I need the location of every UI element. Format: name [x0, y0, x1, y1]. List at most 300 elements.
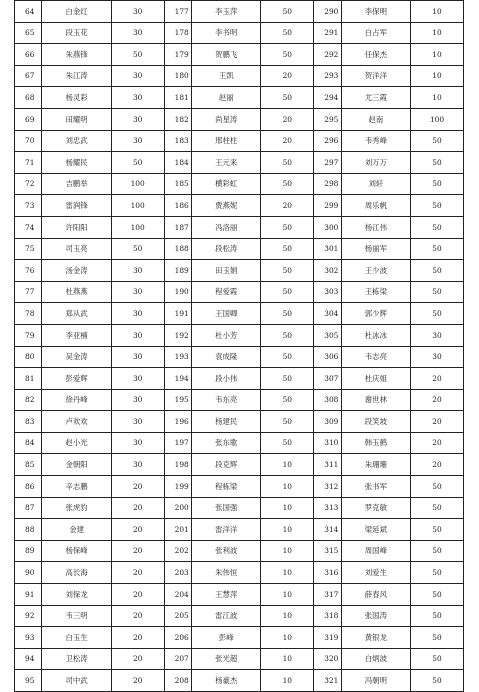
person-name: 张书军 [341, 476, 410, 498]
amount: 10 [261, 584, 314, 606]
row-number: 298 [314, 173, 341, 195]
amount: 50 [410, 152, 463, 174]
row-number: 67 [15, 65, 42, 87]
amount: 30 [111, 87, 164, 109]
person-name: 罗克敏 [341, 497, 410, 519]
person-name: 田耀明 [42, 108, 111, 130]
row-number: 95 [15, 670, 42, 692]
table-row [15, 670, 464, 692]
row-number: 203 [164, 562, 191, 584]
person-name: 贺洋洋 [341, 65, 410, 87]
person-name: 杜小芳 [192, 324, 261, 346]
person-name: 杨豪杰 [192, 670, 261, 692]
amount: 30 [111, 108, 164, 130]
person-name: 刘保龙 [42, 584, 111, 606]
amount: 50 [410, 476, 463, 498]
amount: 50 [261, 152, 314, 174]
amount: 20 [410, 454, 463, 476]
person-name: 赵南 [341, 108, 410, 130]
table-row [15, 346, 464, 368]
amount: 50 [410, 497, 463, 519]
person-name: 雷洋洋 [192, 519, 261, 541]
amount: 10 [261, 476, 314, 498]
person-name: 周国峰 [341, 540, 410, 562]
person-name: 张利波 [192, 540, 261, 562]
person-name: 刘轩 [341, 173, 410, 195]
person-name: 王国卿 [192, 303, 261, 325]
person-name: 司中武 [42, 670, 111, 692]
person-name: 王慧萍 [192, 584, 261, 606]
row-number: 316 [314, 562, 341, 584]
table-row [15, 238, 464, 260]
row-number: 295 [314, 108, 341, 130]
row-number: 302 [314, 260, 341, 282]
person-name: 张东歌 [192, 432, 261, 454]
row-number: 190 [164, 281, 191, 303]
person-name: 段克辉 [192, 454, 261, 476]
person-name: 黄银龙 [341, 627, 410, 649]
amount: 50 [261, 173, 314, 195]
table-row [15, 324, 464, 346]
table-row [15, 519, 464, 541]
person-name: 杨保峰 [42, 540, 111, 562]
amount: 30 [111, 368, 164, 390]
person-name: 刘忠武 [42, 130, 111, 152]
amount: 50 [410, 238, 463, 260]
amount: 50 [410, 130, 463, 152]
row-number: 291 [314, 22, 341, 44]
row-number: 92 [15, 605, 42, 627]
amount: 50 [410, 540, 463, 562]
person-name: 尤三霞 [341, 87, 410, 109]
table-row [15, 584, 464, 606]
amount: 100 [111, 195, 164, 217]
person-name: 韦东亮 [192, 389, 261, 411]
row-number: 77 [15, 281, 42, 303]
amount: 10 [410, 44, 463, 66]
row-number: 290 [314, 1, 341, 23]
table-row [15, 281, 464, 303]
amount: 30 [111, 346, 164, 368]
row-number: 81 [15, 368, 42, 390]
person-name: 李玉萍 [192, 1, 261, 23]
amount: 50 [410, 584, 463, 606]
row-number: 301 [314, 238, 341, 260]
row-number: 94 [15, 648, 42, 670]
row-number: 321 [314, 670, 341, 692]
amount: 50 [410, 670, 463, 692]
person-name: 冯洛丽 [192, 216, 261, 238]
row-number: 193 [164, 346, 191, 368]
row-number: 199 [164, 476, 191, 498]
row-number: 91 [15, 584, 42, 606]
row-number: 312 [314, 476, 341, 498]
row-number: 186 [164, 195, 191, 217]
row-number: 297 [314, 152, 341, 174]
person-name: 张虎豹 [42, 497, 111, 519]
amount: 20 [410, 411, 463, 433]
amount: 50 [410, 605, 463, 627]
person-name: 李书明 [192, 22, 261, 44]
row-number: 83 [15, 411, 42, 433]
table-row [15, 44, 464, 66]
amount: 20 [410, 432, 463, 454]
person-name: 彭峰 [192, 627, 261, 649]
table-row [15, 432, 464, 454]
amount: 50 [410, 648, 463, 670]
person-name: 杨江伟 [341, 216, 410, 238]
person-name: 李亚楠 [42, 324, 111, 346]
row-number: 197 [164, 432, 191, 454]
row-number: 178 [164, 22, 191, 44]
table-row [15, 65, 464, 87]
amount: 10 [261, 670, 314, 692]
person-name: 程栋梁 [192, 476, 261, 498]
amount: 30 [111, 130, 164, 152]
person-name: 高长海 [42, 562, 111, 584]
person-name: 李保明 [341, 1, 410, 23]
person-name: 雷江波 [192, 605, 261, 627]
person-name: 梁延斌 [341, 519, 410, 541]
person-name: 韦三明 [42, 605, 111, 627]
row-number: 184 [164, 152, 191, 174]
person-name: 卫松涛 [42, 648, 111, 670]
amount: 50 [261, 260, 314, 282]
amount: 20 [111, 476, 164, 498]
donation-list-page [14, 0, 464, 692]
amount: 50 [410, 562, 463, 584]
person-name: 任保杰 [341, 44, 410, 66]
person-name: 王栋梁 [341, 281, 410, 303]
person-name: 尚星涛 [192, 108, 261, 130]
amount: 20 [111, 584, 164, 606]
table-row [15, 22, 464, 44]
amount: 50 [410, 519, 463, 541]
person-name: 王凯 [192, 65, 261, 87]
person-name: 韦志亮 [341, 346, 410, 368]
person-name: 袁成隆 [192, 346, 261, 368]
person-name: 杜冰冰 [341, 324, 410, 346]
table-row [15, 454, 464, 476]
person-name: 金朝阳 [42, 454, 111, 476]
row-number: 204 [164, 584, 191, 606]
amount: 30 [111, 303, 164, 325]
amount: 50 [261, 87, 314, 109]
amount: 20 [111, 670, 164, 692]
row-number: 192 [164, 324, 191, 346]
amount: 50 [111, 152, 164, 174]
person-name: 冯朝明 [341, 670, 410, 692]
person-name: 汤金涛 [42, 260, 111, 282]
row-number: 88 [15, 519, 42, 541]
amount: 20 [261, 108, 314, 130]
amount: 100 [111, 216, 164, 238]
table-row [15, 627, 464, 649]
row-number: 179 [164, 44, 191, 66]
amount: 10 [261, 627, 314, 649]
row-number: 207 [164, 648, 191, 670]
row-number: 180 [164, 65, 191, 87]
row-number: 181 [164, 87, 191, 109]
person-name: 杜庆姐 [341, 368, 410, 390]
table-row [15, 368, 464, 390]
person-name: 雷润锋 [42, 195, 111, 217]
person-name: 辛志鹏 [42, 476, 111, 498]
row-number: 87 [15, 497, 42, 519]
person-name: 张光超 [192, 648, 261, 670]
table-row [15, 195, 464, 217]
person-name: 赵小光 [42, 432, 111, 454]
table-row [15, 411, 464, 433]
amount: 30 [111, 454, 164, 476]
row-number: 82 [15, 389, 42, 411]
amount: 30 [111, 411, 164, 433]
table-row [15, 130, 464, 152]
person-name: 司玉亮 [42, 238, 111, 260]
person-name: 白玉生 [42, 627, 111, 649]
row-number: 309 [314, 411, 341, 433]
amount: 30 [111, 260, 164, 282]
table-row [15, 540, 464, 562]
amount: 10 [410, 65, 463, 87]
person-name: 彭爱辉 [42, 368, 111, 390]
amount: 10 [261, 605, 314, 627]
row-number: 311 [314, 454, 341, 476]
amount: 30 [111, 324, 164, 346]
person-name: 朱江涛 [42, 65, 111, 87]
person-name: 杨灵彩 [42, 87, 111, 109]
person-name: 白占军 [341, 22, 410, 44]
amount: 50 [261, 1, 314, 23]
amount: 50 [261, 238, 314, 260]
person-name: 赵丽 [192, 87, 261, 109]
table-row [15, 476, 464, 498]
row-number: 89 [15, 540, 42, 562]
table-row [15, 216, 464, 238]
amount: 50 [261, 346, 314, 368]
amount: 50 [261, 368, 314, 390]
amount: 20 [261, 130, 314, 152]
amount: 20 [261, 65, 314, 87]
row-number: 90 [15, 562, 42, 584]
person-name: 杜燕燕 [42, 281, 111, 303]
person-name: 白炳波 [341, 648, 410, 670]
person-name: 贾燕妮 [192, 195, 261, 217]
row-number: 303 [314, 281, 341, 303]
amount: 50 [410, 303, 463, 325]
amount: 30 [410, 324, 463, 346]
person-name: 张国强 [192, 497, 261, 519]
row-number: 300 [314, 216, 341, 238]
person-name: 周乐帆 [341, 195, 410, 217]
person-name: 吴金涛 [42, 346, 111, 368]
person-name: 韦秀峰 [341, 130, 410, 152]
table-row [15, 562, 464, 584]
row-number: 182 [164, 108, 191, 130]
amount: 50 [261, 22, 314, 44]
amount: 10 [261, 562, 314, 584]
person-name: 程爱霞 [192, 281, 261, 303]
person-name: 朱伟恒 [192, 562, 261, 584]
table-row [15, 389, 464, 411]
amount: 50 [261, 216, 314, 238]
amount: 30 [111, 65, 164, 87]
amount: 10 [261, 648, 314, 670]
donation-table [14, 0, 464, 692]
amount: 20 [111, 497, 164, 519]
table-row [15, 152, 464, 174]
row-number: 299 [314, 195, 341, 217]
person-name: 郭少辉 [341, 303, 410, 325]
row-number: 185 [164, 173, 191, 195]
amount: 30 [111, 432, 164, 454]
amount: 50 [261, 389, 314, 411]
row-number: 93 [15, 627, 42, 649]
row-number: 200 [164, 497, 191, 519]
person-name: 王少波 [341, 260, 410, 282]
table-row [15, 648, 464, 670]
amount: 100 [111, 173, 164, 195]
row-number: 68 [15, 87, 42, 109]
row-number: 205 [164, 605, 191, 627]
table-row [15, 87, 464, 109]
row-number: 76 [15, 260, 42, 282]
amount: 20 [111, 519, 164, 541]
amount: 50 [410, 195, 463, 217]
person-name: 段笑坡 [341, 411, 410, 433]
table-body [15, 1, 464, 692]
row-number: 177 [164, 1, 191, 23]
row-number: 66 [15, 44, 42, 66]
person-name: 刘万万 [341, 152, 410, 174]
row-number: 198 [164, 454, 191, 476]
person-name: 吉鹏举 [42, 173, 111, 195]
row-number: 65 [15, 22, 42, 44]
amount: 50 [410, 216, 463, 238]
row-number: 85 [15, 454, 42, 476]
row-number: 294 [314, 87, 341, 109]
amount: 30 [111, 22, 164, 44]
row-number: 314 [314, 519, 341, 541]
row-number: 194 [164, 368, 191, 390]
row-number: 191 [164, 303, 191, 325]
amount: 20 [410, 368, 463, 390]
amount: 30 [410, 346, 463, 368]
person-name: 杨丽军 [341, 238, 410, 260]
person-name: 白金红 [42, 1, 111, 23]
row-number: 304 [314, 303, 341, 325]
row-number: 318 [314, 605, 341, 627]
person-name: 邢柱柱 [192, 130, 261, 152]
row-number: 307 [314, 368, 341, 390]
row-number: 72 [15, 173, 42, 195]
amount: 50 [111, 238, 164, 260]
amount: 50 [261, 411, 314, 433]
row-number: 292 [314, 44, 341, 66]
amount: 20 [111, 562, 164, 584]
amount: 10 [410, 22, 463, 44]
person-name: 刘爱生 [341, 562, 410, 584]
row-number: 84 [15, 432, 42, 454]
row-number: 305 [314, 324, 341, 346]
amount: 50 [111, 44, 164, 66]
person-name: 薛春风 [341, 584, 410, 606]
person-name: 卢欢欢 [42, 411, 111, 433]
amount: 50 [261, 303, 314, 325]
amount: 30 [111, 281, 164, 303]
row-number: 315 [314, 540, 341, 562]
table-row [15, 108, 464, 130]
row-number: 64 [15, 1, 42, 23]
amount: 10 [261, 519, 314, 541]
amount: 30 [111, 1, 164, 23]
person-name: 张国涛 [341, 605, 410, 627]
person-name: 徐丹峰 [42, 389, 111, 411]
row-number: 183 [164, 130, 191, 152]
row-number: 293 [314, 65, 341, 87]
row-number: 189 [164, 260, 191, 282]
row-number: 306 [314, 346, 341, 368]
amount: 50 [261, 432, 314, 454]
amount: 50 [410, 260, 463, 282]
row-number: 208 [164, 670, 191, 692]
amount: 100 [410, 108, 463, 130]
person-name: 金建 [42, 519, 111, 541]
row-number: 196 [164, 411, 191, 433]
amount: 20 [410, 389, 463, 411]
amount: 10 [261, 497, 314, 519]
person-name: 田玉娟 [192, 260, 261, 282]
row-number: 75 [15, 238, 42, 260]
table-row [15, 605, 464, 627]
row-number: 69 [15, 108, 42, 130]
person-name: 朱燕锋 [42, 44, 111, 66]
row-number: 320 [314, 648, 341, 670]
amount: 20 [261, 195, 314, 217]
row-number: 201 [164, 519, 191, 541]
person-name: 王元来 [192, 152, 261, 174]
person-name: 段松涛 [192, 238, 261, 260]
person-name: 杨耀民 [42, 152, 111, 174]
person-name: 段玉花 [42, 22, 111, 44]
person-name: 段小伟 [192, 368, 261, 390]
amount: 10 [261, 540, 314, 562]
amount: 50 [261, 281, 314, 303]
row-number: 310 [314, 432, 341, 454]
person-name: 许阳阳 [42, 216, 111, 238]
table-row [15, 1, 464, 23]
amount: 10 [410, 87, 463, 109]
amount: 30 [111, 389, 164, 411]
person-name: 韩玉鹤 [341, 432, 410, 454]
row-number: 79 [15, 324, 42, 346]
table-row [15, 260, 464, 282]
amount: 20 [111, 627, 164, 649]
row-number: 296 [314, 130, 341, 152]
row-number: 206 [164, 627, 191, 649]
amount: 50 [261, 324, 314, 346]
person-name: 朱珊珊 [341, 454, 410, 476]
amount: 50 [261, 44, 314, 66]
table-row [15, 303, 464, 325]
row-number: 317 [314, 584, 341, 606]
amount: 10 [261, 454, 314, 476]
table-row [15, 497, 464, 519]
person-name: 谢世林 [341, 389, 410, 411]
row-number: 313 [314, 497, 341, 519]
amount: 50 [410, 173, 463, 195]
table-row [15, 173, 464, 195]
